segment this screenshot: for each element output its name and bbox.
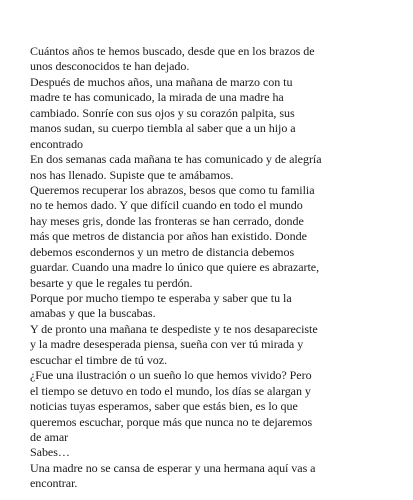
text-line: En dos semanas cada mañana te has comunicado y de alegría xyxy=(30,152,322,167)
text-line: Cuántos años te hemos buscado, desde que en los brazos de xyxy=(30,44,315,58)
text-line: unos desconocidos te han dejado. xyxy=(30,59,190,74)
text-line: más que metros de distancia por años han existido. Donde xyxy=(30,229,307,244)
text-line: besarte y que le regales tu perdón. xyxy=(30,275,193,290)
text-line: madre te has comunicado, la mirada de una madre ha xyxy=(30,90,284,105)
text-line: ¿Fue una ilustración o un sueño lo que hemos vivido? Pero xyxy=(30,368,312,383)
text-line: debemos escondernos y un metro de distancia debemos xyxy=(30,244,295,259)
text-line: Sabes… xyxy=(30,445,70,460)
text-line: cambiado. Sonríe con sus ojos y su corazón palpita, sus xyxy=(30,105,295,120)
text-line: noticias tuyas esperamos, saber que estás bien, es lo que xyxy=(30,399,298,414)
text-line: queremos escuchar, porque más que nunca no te dejaremos xyxy=(30,414,313,429)
text-line: encontrar. xyxy=(30,476,78,491)
text-line: Queremos recuperar los abrazos, besos que como tu familia xyxy=(30,182,315,197)
text-line: de amar xyxy=(30,429,69,444)
text-line: el tiempo se detuvo en todo el mundo, los días se alargan y xyxy=(30,383,311,398)
text-line: nos has llenado. Supiste que te amábamos. xyxy=(30,167,234,182)
letter-text xyxy=(30,44,392,492)
text-line: Y de pronto una mañana te despediste y te nos desapareciste xyxy=(30,321,318,336)
text-line: amabas y que la buscabas. xyxy=(30,306,156,321)
text-line: encontrado xyxy=(30,136,84,151)
text-line: y la madre desesperada piensa, sueña con ver tú mirada y xyxy=(30,337,304,352)
text-line: manos sudan, su cuerpo tiembla al saber que a un hijo a xyxy=(30,121,296,136)
text-line: guardar. Cuando una madre lo único que quiere es abrazarte, xyxy=(30,260,320,275)
text-line: Porque por mucho tiempo te esperaba y saber que tu la xyxy=(30,291,292,305)
text-line: escuchar el timbre de tú voz. xyxy=(30,352,168,367)
text-line: no te hemos dado. Y que difícil cuando en todo el mundo xyxy=(30,198,303,213)
text-line: hay meses gris, donde las fronteras se han cerrado, donde xyxy=(30,213,304,228)
text-line: Una madre no se cansa de esperar y una hermana aquí vas a xyxy=(30,460,316,475)
text-line: Después de muchos años, una mañana de marzo con tu xyxy=(30,74,293,89)
